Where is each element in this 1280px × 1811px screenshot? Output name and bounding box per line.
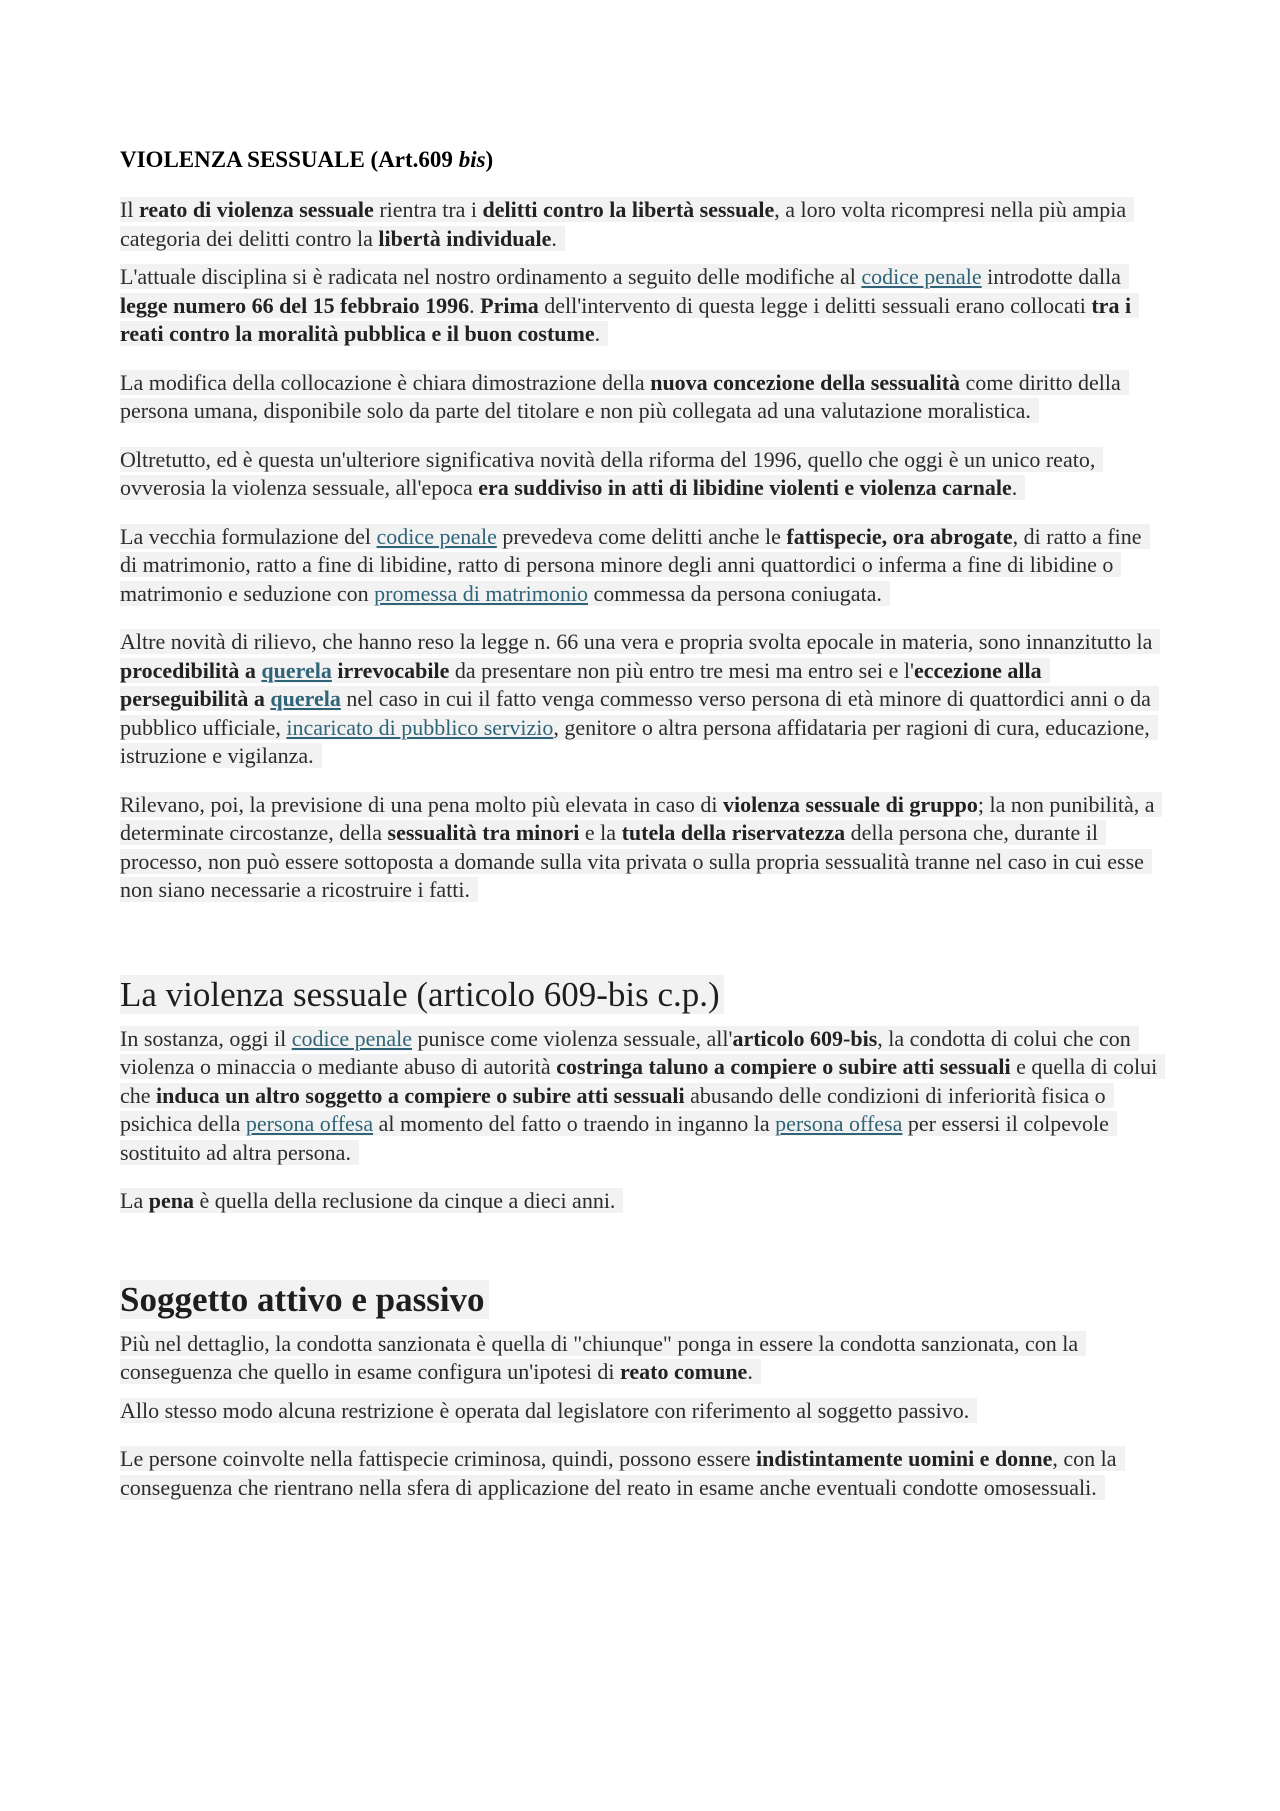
section-heading-violenza-sessuale: La violenza sessuale (articolo 609-bis c.p.) <box>120 973 1160 1017</box>
section1-paragraph-2: La pena è quella della reclusione da cinque a dieci anni. <box>120 1187 1160 1216</box>
link-persona-offesa[interactable]: persona offesa <box>245 1111 374 1136</box>
intro-paragraph-6: Altre novità di rilievo, che hanno reso la legge n. 66 una vera e propria svolta epocale in materia, sono innanzitutto la procedibilità a querela irrevocabile da presentare non più entro tre mesi ma entro sei e l'eccezione alla perseguibilità a querela nel caso in cui il fatto venga commesso verso persona di età minore di quattordici anni o da pubblico ufficiale, incaricato di pubblico servizio, genitore o altra persona affidataria per ragioni di cura, educazione, istruzione e vigilanza. <box>120 628 1160 771</box>
link-codice-penale[interactable]: codice penale <box>291 1025 413 1051</box>
link-persona-offesa[interactable]: persona offesa <box>775 1111 903 1136</box>
section2-paragraph-3: Le persone coinvolte nella fattispecie criminosa, quindi, possono essere indistintamente uomini e donne, con la conseguenza che rientrano nella sfera di applicazione del reato in esame anche eventuali condotte omosessuali. <box>120 1445 1160 1502</box>
link-codice-penale[interactable]: codice penale <box>376 523 497 549</box>
intro-paragraph-4: Oltretutto, ed è questa un'ulteriore significativa novità della riforma del 1996, quello che oggi è un unico reato, ovverosia la violenza sessuale, all'epoca era suddiviso in atti di libidine violenti e violenza carnale. <box>120 446 1160 503</box>
document-page <box>120 146 1160 1522</box>
section2-paragraph-2: Allo stesso modo alcuna restrizione è operata dal legislatore con riferimento al soggetto passivo. <box>120 1397 1160 1426</box>
link-codice-penale[interactable]: codice penale <box>861 264 982 289</box>
section-heading-soggetto-attivo-passivo: Soggetto attivo e passivo <box>120 1278 1160 1322</box>
section2-paragraph-1: Più nel dettaglio, la condotta sanzionata è quella di "chiunque" ponga in essere la condotta sanzionata, con la conseguenza che quello in esame configura un'ipotesi di reato comune. <box>120 1330 1160 1387</box>
intro-paragraph-1: Il reato di violenza sessuale rientra tra i delitti contro la libertà sessuale, a loro volta ricompresi nella più ampia categoria dei delitti contro la libertà individuale. <box>120 196 1160 253</box>
link-promessa-di-matrimonio[interactable]: promessa di matrimonio <box>374 580 589 606</box>
intro-paragraph-7: Rilevano, poi, la previsione di una pena molto più elevata in caso di violenza sessuale di gruppo; la non punibilità, a determinate circostanze, della sessualità tra minori e la tutela della riservatezza della persona che, durante il processo, non può essere sottoposta a domande sulla vita privata o sulla propria sessualità tranne nel caso in cui esse non siano necessarie a ricostruire i fatti. <box>120 791 1160 905</box>
intro-paragraph-2: L'attuale disciplina si è radicata nel nostro ordinamento a seguito delle modifiche al codice penale introdotte dalla legge numero 66 del 15 febbraio 1996. Prima dell'intervento di questa legge i delitti sessuali erano collocati tra i reati contro la moralità pubblica e il buon costume. <box>120 263 1160 349</box>
intro-paragraph-3: La modifica della collocazione è chiara dimostrazione della nuova concezione della sessualità come diritto della persona umana, disponibile solo da parte del titolare e non più collegata ad una valutazione moralistica. <box>120 369 1160 426</box>
link-querela[interactable]: querela <box>270 686 341 711</box>
link-querela[interactable]: querela <box>261 657 332 683</box>
link-incaricato-di-pubblico-servizio[interactable]: incaricato di pubblico servizio <box>286 714 554 740</box>
section1-paragraph-1: In sostanza, oggi il codice penale punisce come violenza sessuale, all'articolo 609-bis, la condotta di colui che con violenza o minaccia o mediante abuso di autorità costringa taluno a compiere o subire atti sessuali e quella di colui che induca un altro soggetto a compiere o subire atti sessuali abusando delle condizioni di inferiorità fisica o psichica della persona offesa al momento del fatto o traendo in inganno la persona offesa per essersi il colpevole sostituito ad altra persona. <box>120 1025 1160 1168</box>
intro-paragraph-5: La vecchia formulazione del codice penale prevedeva come delitti anche le fattispecie, ora abrogate, di ratto a fine di matrimonio, ratto a fine di libidine, ratto di persona minore degli anni quattordici o inferma a fine di libidine o matrimonio e seduzione con promessa di matrimonio commessa da persona coniugata. <box>120 523 1160 609</box>
document-title: VIOLENZA SESSUALE (Art.609 bis) <box>120 147 494 172</box>
